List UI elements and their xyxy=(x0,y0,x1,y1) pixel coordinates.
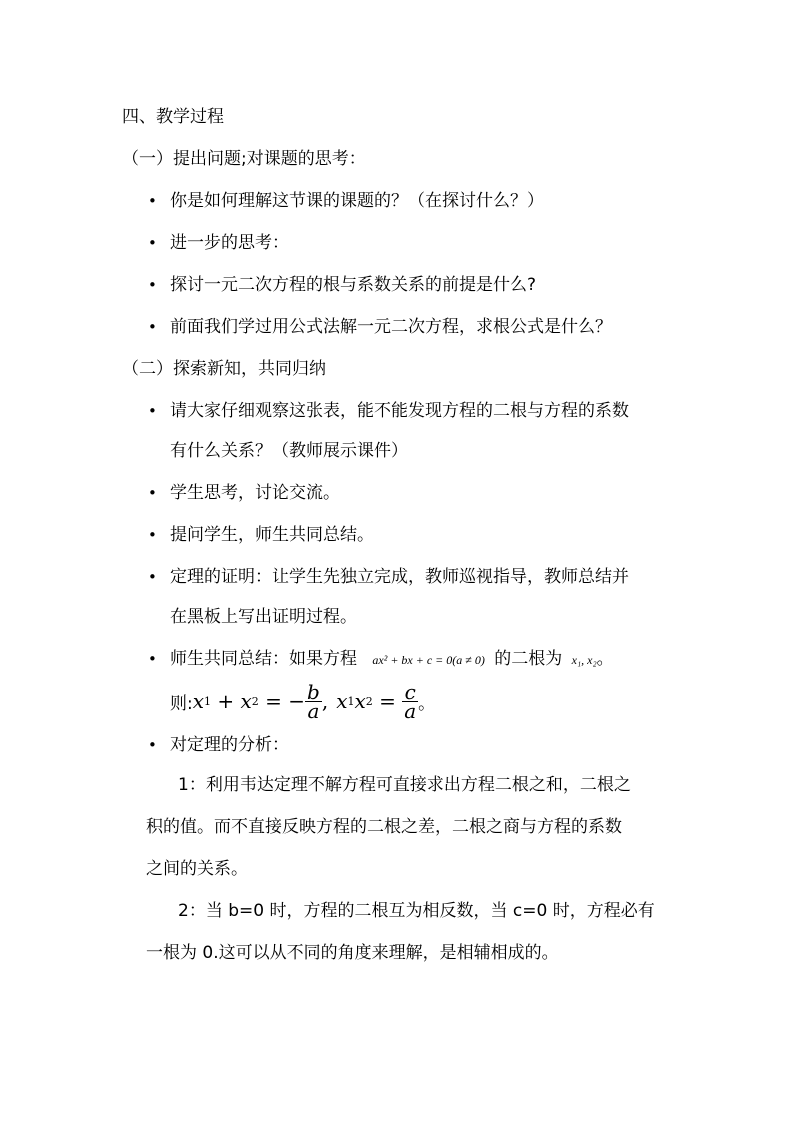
analysis-2-line-1: 2：当 b=0 时，方程的二根互为相反数，当 c=0 时，方程必有 xyxy=(178,901,655,921)
part2-item-1-line-1: 请大家仔细观察这张表，能不能发现方程的二根与方程的系数 xyxy=(170,401,629,421)
bullet-icon: • xyxy=(148,192,157,210)
bullet-icon: • xyxy=(148,402,157,420)
then-label: 则: xyxy=(170,693,193,714)
bullet-icon: • xyxy=(148,650,157,668)
analysis-2-line-2: 一根为 0.这可以从不同的角度来理解，是相辅相成的。 xyxy=(146,943,559,963)
part2-heading: （二）探索新知，共同归纳 xyxy=(122,359,326,379)
bullet-icon: • xyxy=(148,318,157,336)
part2-item-4-line-2: 在黑板上写出证明过程。 xyxy=(170,607,357,627)
fraction-c-over-a: $\frac{c}{a}$ xyxy=(404,679,417,723)
part2-item-6: 对定理的分析： xyxy=(170,735,289,755)
part2-item-5 xyxy=(170,648,614,670)
bullet-icon: • xyxy=(148,568,157,586)
bullet-icon: • xyxy=(148,276,157,294)
part1-item-2: 进一步的思考： xyxy=(170,233,289,253)
roots-formula: x₁, x₂ xyxy=(571,653,597,667)
part2-item-3: 提问学生，师生共同总结。 xyxy=(170,525,374,545)
bullet-icon: • xyxy=(148,484,157,502)
item5-prefix: 师生共同总结：如果方程 xyxy=(170,649,357,669)
part1-item-1: 你是如何理解这节课的课题的？（在探讨什么？） xyxy=(170,191,544,211)
analysis-1-line-2: 积的值。而不直接反映方程的二根之差，二根之商与方程的系数 xyxy=(146,817,622,837)
sum-of-roots-formula: x 1 + x 2 = − $\frac{b}{a}$ , xyxy=(192,679,329,723)
bullet-icon: • xyxy=(148,234,157,252)
then-end: 。 xyxy=(418,693,436,714)
part2-item-4-line-1: 定理的证明：让学生先独立完成，教师巡视指导，教师总结并 xyxy=(170,567,629,587)
part2-item-2: 学生思考，讨论交流。 xyxy=(170,483,340,503)
analysis-1-line-3: 之间的关系。 xyxy=(146,859,248,879)
quadratic-equation-formula: ax² + bx + c = 0(a ≠ 0) xyxy=(372,653,485,667)
part2-item-1-line-2: 有什么关系？（教师展示课件） xyxy=(170,441,408,461)
fraction-b-over-a: $\frac{b}{a}$ xyxy=(307,679,320,723)
bullet-icon: • xyxy=(148,736,157,754)
bullet-icon: • xyxy=(148,526,157,544)
item5-end: 。 xyxy=(596,649,614,669)
analysis-1-line-1: 1：利用韦达定理不解方程可直接求出方程二根之和，二根之 xyxy=(178,775,631,795)
product-of-roots-formula: x 1 x 2 = $\frac{c}{a}$ xyxy=(336,679,417,723)
part1-heading: （一）提出问题;对课题的思考： xyxy=(122,149,366,169)
section-title: 四、教学过程 xyxy=(122,107,224,127)
part1-item-4: 前面我们学过用公式法解一元二次方程，求根公式是什么？ xyxy=(170,317,612,337)
vieta-formula-line xyxy=(170,676,435,726)
item5-middle: 的二根为 xyxy=(494,649,563,669)
part1-item-3: 探讨一元二次方程的根与系数关系的前提是什么? xyxy=(170,275,537,295)
